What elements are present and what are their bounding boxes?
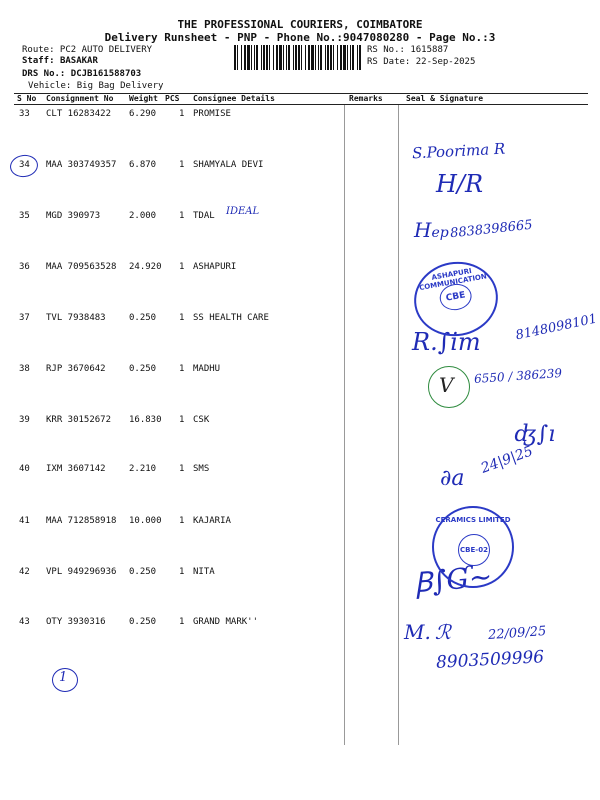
row-pcs: 1 bbox=[179, 109, 185, 119]
col-seal-signature: Seal & Signature bbox=[406, 94, 484, 103]
row-sno: 41 bbox=[19, 516, 30, 526]
row-pcs: 1 bbox=[179, 160, 185, 170]
col-consignment: Consignment No bbox=[46, 94, 114, 103]
row-consignment: MAA 709563528 bbox=[46, 262, 117, 272]
row-sno: 39 bbox=[19, 415, 30, 425]
row-sno: 35 bbox=[19, 211, 30, 221]
row-consignee: SMS bbox=[193, 464, 210, 474]
route-label: Route: PC2 AUTO DELIVERY bbox=[22, 45, 153, 55]
green-seal bbox=[428, 366, 470, 408]
runsheet-subtitle: Delivery Runsheet - PNP - Phone No.:9047080280 - Page No.:3 bbox=[104, 31, 496, 44]
handwritten-number: 6550 / 386239 bbox=[473, 365, 563, 387]
row-consignment: OTY 3930316 bbox=[46, 617, 106, 627]
row-weight: 6.290 bbox=[129, 109, 157, 119]
row-weight: 0.250 bbox=[129, 364, 157, 374]
row-consignee: KAJARIA bbox=[193, 516, 231, 526]
signature-scribble: V bbox=[439, 373, 454, 397]
handwritten-note: H/R bbox=[436, 170, 484, 198]
handwritten-signature: S.Poorima R bbox=[411, 139, 506, 163]
footer-circle-mark bbox=[52, 668, 78, 692]
row-sno: 33 bbox=[19, 109, 30, 119]
row-consignment: KRR 30152672 bbox=[46, 415, 112, 425]
row-pcs: 1 bbox=[179, 262, 185, 272]
row-pcs: 1 bbox=[179, 516, 185, 526]
row-sno: 40 bbox=[19, 464, 30, 474]
row-sno: 34 bbox=[19, 160, 30, 170]
row-pcs: 1 bbox=[179, 617, 185, 627]
table-row bbox=[0, 109, 600, 161]
row-consignment: TVL 7938483 bbox=[46, 313, 106, 323]
staff-label: Staff: bbox=[22, 56, 55, 66]
table-row bbox=[0, 313, 600, 365]
signature-scribble: ∂a bbox=[440, 466, 465, 491]
row-weight: 0.250 bbox=[129, 313, 157, 323]
row-pcs: 1 bbox=[179, 313, 185, 323]
row-pcs: 1 bbox=[179, 464, 185, 474]
row-consignment: IXM 3607142 bbox=[46, 464, 106, 474]
row-consignee: GRAND MARK'' bbox=[193, 617, 259, 627]
col-sno: S No bbox=[17, 94, 37, 103]
handwritten-name: IDEAL bbox=[226, 206, 260, 217]
row-pcs: 1 bbox=[179, 415, 185, 425]
row-weight: 24.920 bbox=[129, 262, 162, 272]
row-consignee: ASHAPURI bbox=[193, 262, 237, 272]
staff-value: BASAKAR bbox=[59, 56, 98, 66]
table-row bbox=[0, 160, 600, 212]
seal-text: ASHAPURI COMMUNICATION bbox=[418, 266, 488, 293]
signature-scribble: ʤ∫ı bbox=[514, 422, 556, 447]
row-sno: 36 bbox=[19, 262, 30, 272]
drs-label: DRS No.: bbox=[22, 69, 66, 79]
footer-mark-number: 1 bbox=[59, 670, 68, 685]
row-sno: 43 bbox=[19, 617, 30, 627]
seal-center: CBE-02 bbox=[458, 534, 490, 566]
col-remarks: Remarks bbox=[349, 94, 383, 103]
rs-number: RS No.: 1615887 bbox=[367, 45, 449, 55]
signature-scribble: Ꞵ∫Ɠ~ bbox=[412, 559, 494, 600]
row-consignment: MAA 303749357 bbox=[46, 160, 117, 170]
col-weight: Weight bbox=[129, 94, 158, 103]
company-seal bbox=[432, 506, 514, 588]
rs-date: RS Date: 22-Sep-2025 bbox=[367, 57, 476, 67]
staff-line bbox=[22, 56, 98, 67]
table-row bbox=[0, 464, 600, 516]
table-row bbox=[0, 567, 600, 619]
row-pcs: 1 bbox=[179, 211, 185, 221]
handwritten-date: 22/09/25 bbox=[487, 623, 547, 644]
signature-scribble: Hep bbox=[414, 218, 449, 242]
vehicle-label: Vehicle: Big Bag Delivery bbox=[28, 81, 164, 91]
table-row bbox=[0, 211, 600, 263]
row-consignment: RJP 3670642 bbox=[46, 364, 106, 374]
row-consignee: SHAMYALA DEVI bbox=[193, 160, 264, 170]
row-consignee: NITA bbox=[193, 567, 215, 577]
row-sno: 42 bbox=[19, 567, 30, 577]
row-sno: 38 bbox=[19, 364, 30, 374]
header-rule-bottom bbox=[14, 104, 588, 105]
row-consignment: MGD 390973 bbox=[46, 211, 101, 221]
handwritten-phone: 8903509996 bbox=[435, 647, 545, 673]
row-weight: 0.250 bbox=[129, 617, 157, 627]
row-weight: 10.000 bbox=[129, 516, 162, 526]
handwritten-phone: 8148098101 bbox=[514, 311, 599, 344]
barcode bbox=[234, 45, 364, 70]
row-consignee: CSK bbox=[193, 415, 210, 425]
row-consignment: CLT 16283422 bbox=[46, 109, 112, 119]
drs-value: DCJB161588703 bbox=[70, 69, 142, 79]
row-sno: 37 bbox=[19, 313, 30, 323]
row-pcs: 1 bbox=[179, 567, 185, 577]
row-consignee: PROMISE bbox=[193, 109, 231, 119]
handwritten-date: 24|9|25 bbox=[478, 443, 536, 477]
seal-center: CBE bbox=[438, 281, 474, 312]
row-consignment: MAA 712858918 bbox=[46, 516, 117, 526]
company-title: THE PROFESSIONAL COURIERS, COIMBATORE bbox=[177, 18, 423, 31]
table-row bbox=[0, 262, 600, 314]
row-weight: 2.000 bbox=[129, 211, 157, 221]
drs-line bbox=[22, 69, 141, 80]
row-weight: 0.250 bbox=[129, 567, 157, 577]
col-pcs: PCS bbox=[165, 94, 180, 103]
signature-scribble: M. ℛ bbox=[404, 620, 451, 644]
handwritten-phone: 8838398665 bbox=[449, 217, 534, 242]
row-consignee: SS HEALTH CARE bbox=[193, 313, 269, 323]
row-consignee: TDAL bbox=[193, 211, 215, 221]
row-weight: 6.870 bbox=[129, 160, 157, 170]
row-consignment: VPL 949296936 bbox=[46, 567, 117, 577]
row-pcs: 1 bbox=[179, 364, 185, 374]
row-weight: 16.830 bbox=[129, 415, 162, 425]
row-weight: 2.210 bbox=[129, 464, 157, 474]
signature-scribble: R.∫im bbox=[412, 328, 481, 356]
col-consignee: Consignee Details bbox=[193, 94, 275, 103]
row-consignee: MADHU bbox=[193, 364, 221, 374]
seal-text: CERAMICS LIMITED bbox=[435, 516, 511, 524]
